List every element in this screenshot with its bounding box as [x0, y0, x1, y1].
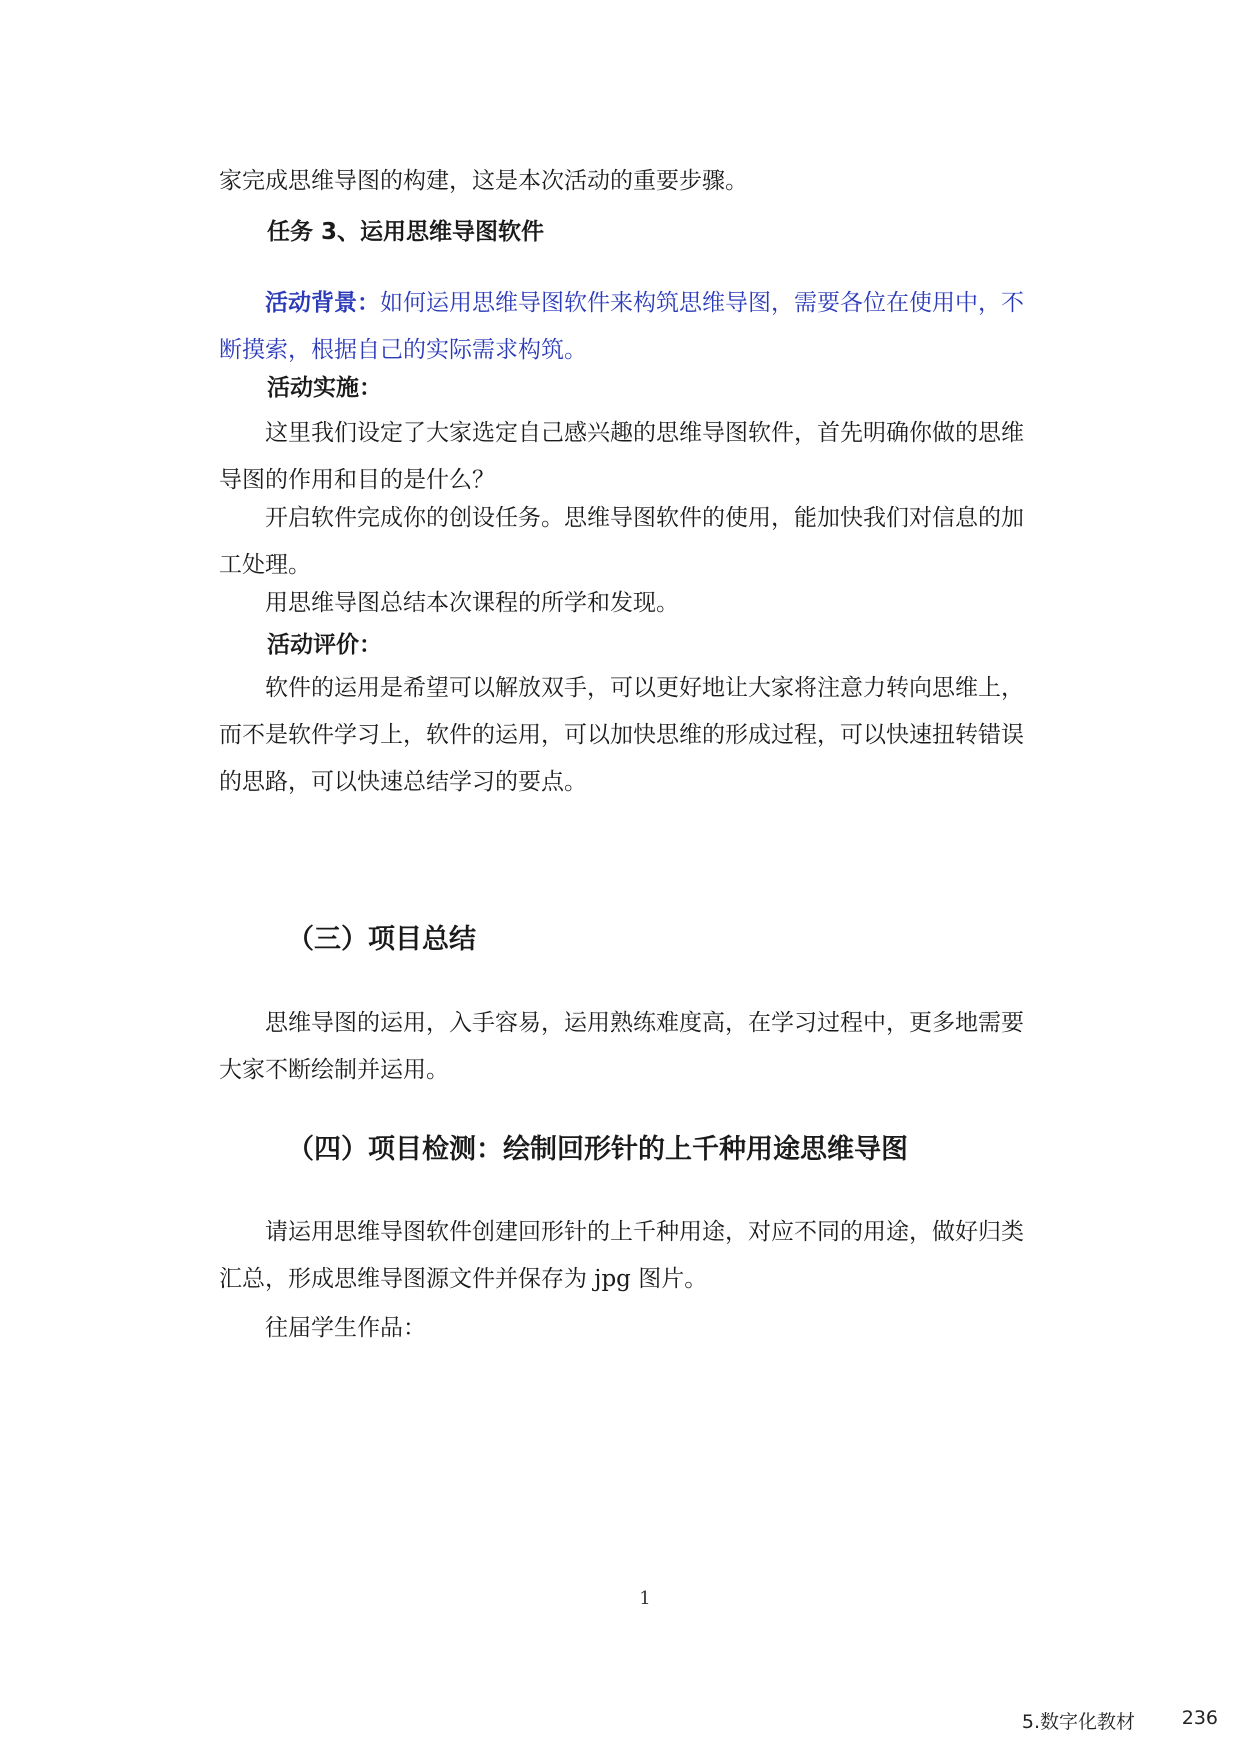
section4-paragraph-1: 请运用思维导图软件创建回形针的上千种用途，对应不同的用途，做好归类汇总，形成思维导图源文件并保存为 jpg 图片。	[219, 1219, 1024, 1292]
section4-paragraph-2: 往届学生作品：	[265, 1315, 426, 1341]
paragraph-continuation: 家完成思维导图的构建，这是本次活动的重要步骤。	[219, 168, 748, 194]
evaluation-paragraph: 软件的运用是希望可以解放双手，可以更好地让大家将注意力转向思维上，而不是软件学习上，软件的运用，可以加快思维的形成过程，可以快速扭转错误的思路，可以快速总结学习的要点。	[219, 675, 1024, 795]
task3-title: 任务 3、运用思维导图软件	[267, 219, 545, 245]
activity-background	[219, 280, 1039, 374]
implementation-paragraph-1: 这里我们设定了大家选定自己感兴趣的思维导图软件，首先明确你做的思维导图的作用和目的是什么？	[219, 420, 1024, 493]
footer-page-number: 236	[1181, 1707, 1218, 1729]
section3-heading: （三）项目总结	[287, 924, 476, 955]
implementation-paragraph-2: 开启软件完成你的创设任务。思维导图软件的使用，能加快我们对信息的加工处理。	[219, 505, 1024, 578]
activity-evaluation-label: 活动评价：	[267, 632, 382, 658]
activity-background-label: 活动背景：	[265, 290, 380, 316]
inner-page-number: 1	[639, 1588, 651, 1609]
activity-implementation-label: 活动实施：	[267, 375, 382, 401]
footer-section-title: 5.数字化教材	[1021, 1711, 1135, 1733]
section3-paragraph: 思维导图的运用，入手容易，运用熟练难度高，在学习过程中，更多地需要大家不断绘制并运用。	[219, 1010, 1024, 1083]
activity-background-text: 如何运用思维导图软件来构筑思维导图，需要各位在使用中，不断摸索，根据自己的实际需求构筑。	[219, 290, 1024, 363]
section4-heading: （四）项目检测：绘制回形针的上千种用途思维导图	[287, 1134, 908, 1165]
implementation-paragraph-3: 用思维导图总结本次课程的所学和发现。	[265, 590, 679, 616]
